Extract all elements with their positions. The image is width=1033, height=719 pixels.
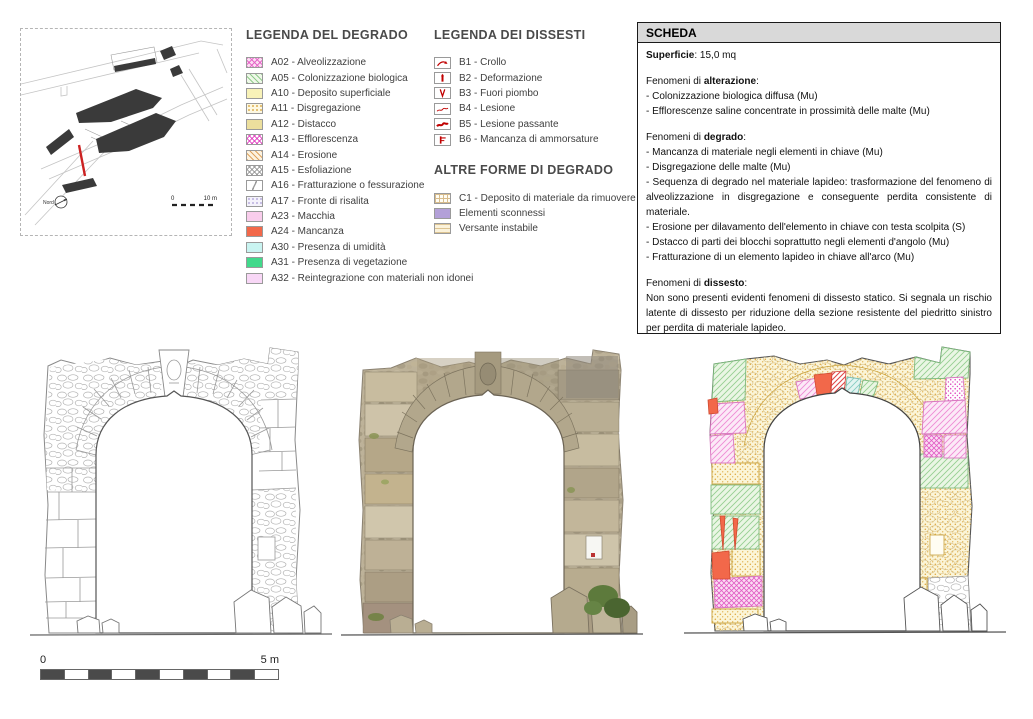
legend-item-label: B4 - Lesione bbox=[459, 103, 516, 115]
legend-altre-title: ALTRE FORME DI DEGRADO bbox=[434, 163, 614, 178]
scale-bar-segment bbox=[254, 670, 278, 679]
legend-item-label: C1 - Deposito di materiale da rimuovere bbox=[459, 192, 636, 204]
scheda-section-alterazione bbox=[646, 74, 992, 119]
scheda-panel bbox=[637, 22, 1001, 334]
scheda-section-line: Non sono presenti evidenti fenomeni di dissesto statico. Si segnala un rischio latente di dissesto per riduzione della sezione resistente del piedritto sinistro per perdita di materiale lapideo. bbox=[646, 293, 992, 334]
scale-bar-segments bbox=[40, 669, 279, 680]
a10-swatch bbox=[246, 88, 263, 99]
surveyed-elevation-highlight bbox=[79, 145, 85, 176]
deformazione-icon bbox=[434, 72, 451, 84]
legend-item-label: B2 - Deformazione bbox=[459, 72, 543, 84]
info-sign-outline bbox=[930, 535, 944, 555]
scale-bar-segment bbox=[183, 670, 207, 679]
scheda-section-heading: Fenomeni di dissesto: bbox=[646, 278, 748, 289]
site-plan-drawing bbox=[21, 29, 231, 235]
legend-item-label: B3 - Fuori piombo bbox=[459, 87, 539, 99]
scale-bar-segment bbox=[230, 670, 254, 679]
scheda-section-line: - Disgregazione delle malte (Mu) bbox=[646, 162, 791, 173]
dissesti-item-b6 bbox=[434, 132, 639, 147]
legend-item-label: A30 - Presenza di umidità bbox=[271, 241, 386, 253]
legend-item-label: A14 - Erosione bbox=[271, 149, 338, 161]
crollo-icon bbox=[434, 57, 451, 69]
legend-item-label: B6 - Mancanza di ammorsature bbox=[459, 134, 599, 146]
legend-item-label: A23 - Macchia bbox=[271, 211, 335, 223]
dissesti-item-b4 bbox=[434, 101, 639, 116]
legend-item-label: A11 - Disgregazione bbox=[271, 103, 361, 115]
drawing-scale-bar bbox=[40, 654, 279, 680]
site-plan-structures bbox=[46, 46, 183, 193]
scheda-section-dissesto bbox=[646, 276, 992, 336]
scheda-section-line: - Colonizzazione biologica diffusa (Mu) bbox=[646, 91, 818, 102]
legend-item-label: A17 - Fronte di risalita bbox=[271, 195, 369, 207]
efflorescenza-dots-patch bbox=[945, 377, 965, 401]
ammorsature-icon bbox=[434, 134, 451, 146]
scale-start-label: 0 bbox=[40, 654, 47, 666]
legend-item-label: A32 - Reintegrazione con materiali non idonei bbox=[271, 272, 474, 284]
legend-item-label: B1 - Crollo bbox=[459, 57, 507, 69]
north-label: Nord bbox=[43, 200, 54, 206]
dissesti-item-b2 bbox=[434, 70, 639, 85]
scheda-section-line: - Sequenza di degrado nel materiale lapideo: trasformazione del fenomeno di alveolizzazione in disgregazione e conseguente perdita consistente di materiale. bbox=[646, 177, 992, 218]
scheda-section-line: - Mancanza di materiale negli elementi in chiave (Mu) bbox=[646, 147, 883, 158]
altre-item bbox=[434, 206, 639, 221]
a23-swatch bbox=[246, 211, 263, 222]
scale-bar-segment bbox=[207, 670, 231, 679]
legend-item-label: A02 - Alveolizzazione bbox=[271, 57, 367, 69]
scale-bar-segment bbox=[159, 670, 183, 679]
legend-item-label: A12 - Distacco bbox=[271, 118, 337, 130]
c1-swatch bbox=[434, 193, 451, 204]
info-sign-outline bbox=[258, 537, 275, 560]
legend-item-label: Elementi sconnessi bbox=[459, 207, 546, 219]
lesione-passante-icon bbox=[434, 118, 451, 130]
scheda-section-heading: Fenomeni di degrado: bbox=[646, 132, 747, 143]
a11-swatch bbox=[246, 103, 263, 114]
dissesti-item-b1 bbox=[434, 55, 639, 70]
ground-line bbox=[684, 632, 1006, 633]
sw-purple-swatch bbox=[434, 208, 451, 219]
legend-item-label: Versante instabile bbox=[459, 223, 538, 235]
legend-item-label: A31 - Presenza di vegetazione bbox=[271, 257, 408, 269]
legend-dissesti bbox=[434, 28, 639, 237]
a17-swatch bbox=[246, 196, 263, 207]
a31-swatch bbox=[246, 257, 263, 268]
scheda-section-line: - Fratturazione di un elemento lapideo in chiave all'arco (Mu) bbox=[646, 252, 915, 263]
a02-swatch bbox=[246, 57, 263, 68]
keystone-head-photo bbox=[475, 352, 501, 394]
map-scale-bar bbox=[171, 196, 217, 205]
lesione-icon bbox=[434, 103, 451, 115]
north-arrow-icon bbox=[43, 196, 67, 208]
degrado-item-a31 bbox=[246, 255, 481, 270]
elevation-line-drawing bbox=[30, 340, 332, 645]
legend-degrado-title: LEGENDA DEL DEGRADO bbox=[246, 28, 408, 42]
a05-swatch bbox=[246, 73, 263, 84]
a13-swatch bbox=[246, 134, 263, 145]
info-sign bbox=[586, 536, 602, 559]
scale-bar-segment bbox=[88, 670, 112, 679]
legend-item-label: A16 - Fratturazione o fessurazione bbox=[271, 180, 425, 192]
scheda-section-line: - Dstacco di parti dei blocchi soprattutto negli elementi d'angolo (Mu) bbox=[646, 237, 950, 248]
map-scale-start: 0 bbox=[171, 196, 175, 202]
scheda-section-heading: Fenomeni di alterazione: bbox=[646, 76, 759, 87]
legend-altre-rows bbox=[434, 190, 639, 236]
vegetation bbox=[584, 585, 630, 618]
scale-bar-segment bbox=[41, 670, 64, 679]
scheda-superficie: Superficie: 15,0 mq bbox=[646, 50, 737, 61]
degrado-item-a30 bbox=[246, 240, 481, 255]
a12-swatch bbox=[246, 119, 263, 130]
elevation-degradation-map bbox=[684, 338, 1006, 643]
scale-bar-segment bbox=[135, 670, 159, 679]
legend-item-label: A05 - Colonizzazione biologica bbox=[271, 72, 408, 84]
legend-item-label: A10 - Deposito superficiale bbox=[271, 87, 391, 99]
sw-versante-swatch bbox=[434, 223, 451, 234]
scheda-section-line: - Erosione per dilavamento dell'elemento in chiave con testa scolpita (S) bbox=[646, 222, 966, 233]
scale-bar-segment bbox=[111, 670, 135, 679]
a24-swatch bbox=[246, 226, 263, 237]
legend-item-label: A15 - Esfoliazione bbox=[271, 164, 352, 176]
scale-bar-segment bbox=[64, 670, 88, 679]
dissesti-item-b3 bbox=[434, 86, 639, 101]
a30-swatch bbox=[246, 242, 263, 253]
scale-end-label: 5 m bbox=[260, 654, 279, 666]
scheda-section-degrado bbox=[646, 130, 992, 265]
a32-swatch bbox=[246, 273, 263, 284]
elevation-orthophoto bbox=[341, 340, 643, 645]
legend-dissesti-title: LEGENDA DEI DISSESTI bbox=[434, 28, 586, 42]
degrado-item-a32 bbox=[246, 270, 481, 285]
site-plan-map bbox=[20, 28, 232, 236]
legend-dissesti-rows bbox=[434, 55, 639, 147]
efflorescenza-patch bbox=[924, 435, 942, 457]
fuori-piombo-icon bbox=[434, 87, 451, 99]
scheda-body bbox=[638, 43, 1000, 336]
ground-line bbox=[30, 634, 332, 635]
scheda-section-line: - Efflorescenze saline concentrate in prossimità delle malte (Mu) bbox=[646, 106, 930, 117]
a15-swatch bbox=[246, 165, 263, 176]
dissesti-item-b5 bbox=[434, 117, 639, 132]
altre-item bbox=[434, 221, 639, 236]
legend-item-label: A13 - Efflorescenza bbox=[271, 134, 359, 146]
altre-item-c1 bbox=[434, 190, 639, 205]
macchia-block bbox=[714, 576, 762, 608]
ground-line bbox=[341, 634, 643, 635]
map-scale-end: 10 m bbox=[203, 196, 217, 202]
a16-swatch bbox=[246, 180, 263, 191]
scheda-title: SCHEDA bbox=[638, 23, 1000, 43]
legend-item-label: A24 - Mancanza bbox=[271, 226, 344, 238]
legend-item-label: B5 - Lesione passante bbox=[459, 118, 559, 130]
a14-swatch bbox=[246, 150, 263, 161]
